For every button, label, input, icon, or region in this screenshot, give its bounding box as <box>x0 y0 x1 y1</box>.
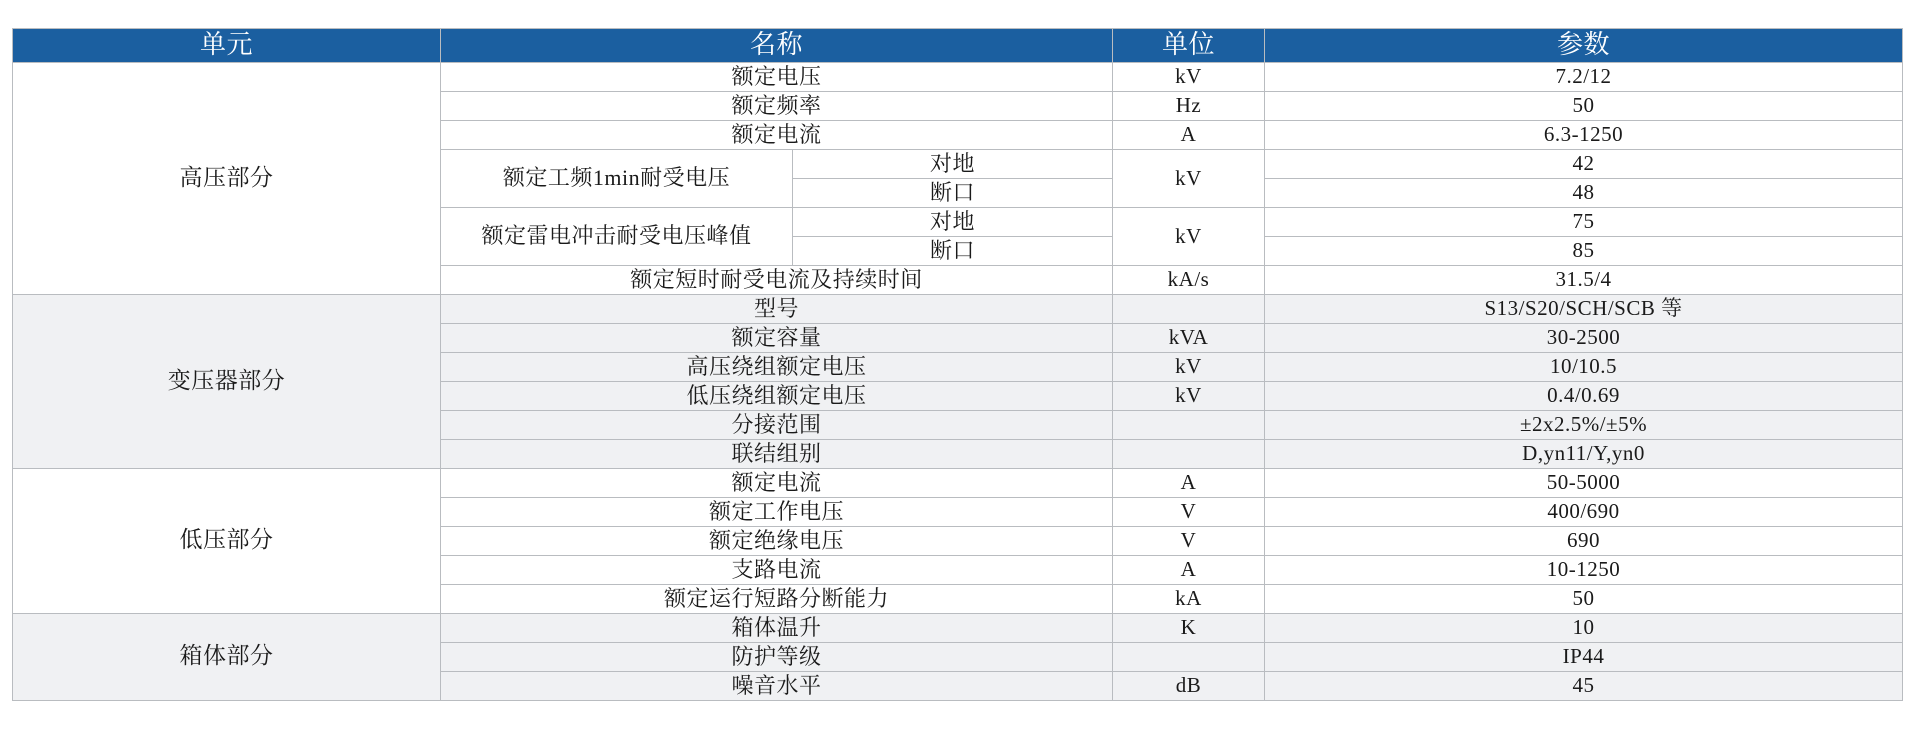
parameter-subname: 对地 <box>793 207 1113 236</box>
measure-unit: Hz <box>1113 91 1265 120</box>
parameter-name: 型号 <box>441 294 1113 323</box>
parameter-name: 箱体温升 <box>441 613 1113 642</box>
parameter-name: 高压绕组额定电压 <box>441 352 1113 381</box>
parameter-name: 额定容量 <box>441 323 1113 352</box>
parameter-name: 额定电流 <box>441 468 1113 497</box>
measure-unit: kVA <box>1113 323 1265 352</box>
measure-unit: A <box>1113 555 1265 584</box>
parameter-value: ±2x2.5%/±5% <box>1265 410 1903 439</box>
parameter-value: 50 <box>1265 584 1903 613</box>
parameter-subname: 断口 <box>793 236 1113 265</box>
measure-unit: dB <box>1113 671 1265 700</box>
parameter-value: 45 <box>1265 671 1903 700</box>
parameter-name: 额定运行短路分断能力 <box>441 584 1113 613</box>
measure-unit: kV <box>1113 62 1265 91</box>
specification-table <box>12 28 1903 701</box>
measure-unit <box>1113 294 1265 323</box>
parameter-value: 85 <box>1265 236 1903 265</box>
parameter-name: 低压绕组额定电压 <box>441 381 1113 410</box>
parameter-value: 30-2500 <box>1265 323 1903 352</box>
parameter-name: 额定工作电压 <box>441 497 1113 526</box>
parameter-name: 额定工频1min耐受电压 <box>441 149 793 207</box>
table-row <box>13 62 1903 91</box>
header-row <box>13 29 1903 63</box>
column-header-name: 名称 <box>441 29 1113 63</box>
unit-group-label: 低压部分 <box>13 468 441 613</box>
parameter-value: 50 <box>1265 91 1903 120</box>
parameter-name: 支路电流 <box>441 555 1113 584</box>
table-header <box>13 29 1903 63</box>
parameter-value: 42 <box>1265 149 1903 178</box>
measure-unit: A <box>1113 120 1265 149</box>
parameter-value: D,yn11/Y,yn0 <box>1265 439 1903 468</box>
parameter-value: 48 <box>1265 178 1903 207</box>
parameter-name: 噪音水平 <box>441 671 1113 700</box>
parameter-name: 额定频率 <box>441 91 1113 120</box>
parameter-value: 75 <box>1265 207 1903 236</box>
measure-unit: kV <box>1113 352 1265 381</box>
parameter-name: 额定电流 <box>441 120 1113 149</box>
parameter-value: 50-5000 <box>1265 468 1903 497</box>
parameter-name: 联结组别 <box>441 439 1113 468</box>
measure-unit: V <box>1113 526 1265 555</box>
parameter-name: 防护等级 <box>441 642 1113 671</box>
parameter-value: 400/690 <box>1265 497 1903 526</box>
parameter-value: 10 <box>1265 613 1903 642</box>
parameter-value: 6.3-1250 <box>1265 120 1903 149</box>
parameter-value: IP44 <box>1265 642 1903 671</box>
parameter-name: 分接范围 <box>441 410 1113 439</box>
table-row <box>13 294 1903 323</box>
parameter-value: 690 <box>1265 526 1903 555</box>
parameter-name: 额定雷电冲击耐受电压峰值 <box>441 207 793 265</box>
parameter-value: 31.5/4 <box>1265 265 1903 294</box>
measure-unit <box>1113 439 1265 468</box>
parameter-subname: 对地 <box>793 149 1113 178</box>
measure-unit <box>1113 642 1265 671</box>
measure-unit: kA/s <box>1113 265 1265 294</box>
measure-unit: kV <box>1113 149 1265 207</box>
parameter-value: 0.4/0.69 <box>1265 381 1903 410</box>
measure-unit: kV <box>1113 381 1265 410</box>
measure-unit <box>1113 410 1265 439</box>
unit-group-label: 箱体部分 <box>13 613 441 700</box>
measure-unit: V <box>1113 497 1265 526</box>
spec-sheet <box>12 28 1902 701</box>
parameter-name: 额定电压 <box>441 62 1113 91</box>
measure-unit: A <box>1113 468 1265 497</box>
parameter-name: 额定绝缘电压 <box>441 526 1113 555</box>
parameter-subname: 断口 <box>793 178 1113 207</box>
parameter-value: 10/10.5 <box>1265 352 1903 381</box>
parameter-value: S13/S20/SCH/SCB 等 <box>1265 294 1903 323</box>
measure-unit: kA <box>1113 584 1265 613</box>
unit-group-label: 变压器部分 <box>13 294 441 468</box>
unit-group-label: 高压部分 <box>13 62 441 294</box>
table-row <box>13 613 1903 642</box>
measure-unit: kV <box>1113 207 1265 265</box>
parameter-value: 7.2/12 <box>1265 62 1903 91</box>
table-body <box>13 62 1903 700</box>
parameter-value: 10-1250 <box>1265 555 1903 584</box>
table-row <box>13 468 1903 497</box>
column-header-unit: 单元 <box>13 29 441 63</box>
parameter-name: 额定短时耐受电流及持续时间 <box>441 265 1113 294</box>
column-header-units: 单位 <box>1113 29 1265 63</box>
column-header-parameter: 参数 <box>1265 29 1903 63</box>
measure-unit: K <box>1113 613 1265 642</box>
